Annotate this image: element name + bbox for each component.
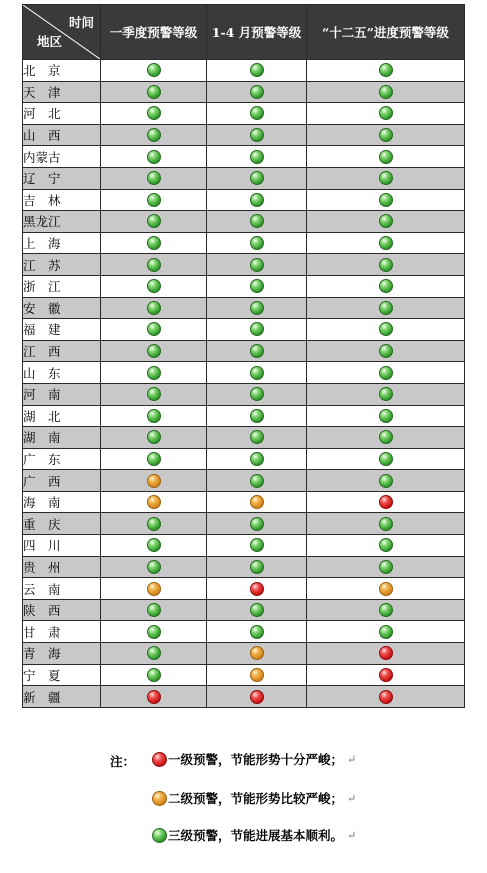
green-warning-icon: [250, 344, 264, 358]
level-cell: [307, 383, 465, 405]
level-cell: [101, 103, 207, 125]
legend-text-level-3: 三级预警，节能进展基本顺利。: [168, 828, 344, 843]
table-row: [23, 664, 465, 686]
green-warning-icon: [250, 452, 264, 466]
table-row: [23, 103, 465, 125]
level-cell: [207, 513, 307, 535]
green-warning-icon: [147, 517, 161, 531]
level-cell: [307, 297, 465, 319]
region-cell: 吉 林: [23, 189, 101, 211]
warning-level-table: [22, 4, 465, 708]
green-warning-icon: [250, 538, 264, 552]
level-cell: [207, 103, 307, 125]
level-cell: [307, 167, 465, 189]
corner-header-cell: [23, 5, 101, 60]
green-warning-icon: [379, 603, 393, 617]
green-warning-icon: [379, 171, 393, 185]
legend-text-level-2: 二级预警，节能形势比较严峻；: [168, 791, 344, 806]
level-cell: [207, 643, 307, 665]
orange-warning-icon: [250, 495, 264, 509]
region-cell: 河 南: [23, 383, 101, 405]
green-warning-icon: [147, 171, 161, 185]
level-cell: [101, 383, 207, 405]
green-warning-icon: [147, 538, 161, 552]
level-cell: [307, 599, 465, 621]
level-cell: [101, 513, 207, 535]
level-cell: [101, 254, 207, 276]
legend-item-level-3: [152, 826, 356, 844]
table-row: [23, 254, 465, 276]
region-cell: 浙 江: [23, 275, 101, 297]
level-cell: [307, 60, 465, 82]
green-warning-icon: [379, 366, 393, 380]
green-warning-icon: [250, 279, 264, 293]
level-cell: [207, 383, 307, 405]
table-body: [23, 60, 465, 708]
region-cell: 重 庆: [23, 513, 101, 535]
level-cell: [101, 621, 207, 643]
green-warning-icon: [250, 560, 264, 574]
col-header-12th-five-year: “十二五”进度预警等级: [307, 5, 465, 60]
level-cell: [207, 535, 307, 557]
level-cell: [307, 189, 465, 211]
green-warning-icon: [250, 430, 264, 444]
level-cell: [101, 124, 207, 146]
level-cell: [207, 448, 307, 470]
level-cell: [307, 124, 465, 146]
region-cell: 海 南: [23, 491, 101, 513]
green-warning-icon: [147, 128, 161, 142]
region-cell: 天 津: [23, 81, 101, 103]
green-warning-icon: [379, 387, 393, 401]
orange-warning-icon: [147, 474, 161, 488]
paragraph-mark: ↵: [347, 791, 357, 805]
level-cell: [101, 297, 207, 319]
legend-text-level-1: 一级预警，节能形势十分严峻；: [168, 752, 344, 767]
level-cell: [307, 556, 465, 578]
green-warning-icon: [379, 236, 393, 250]
green-warning-icon: [250, 106, 264, 120]
green-warning-icon: [250, 474, 264, 488]
level-cell: [101, 491, 207, 513]
level-cell: [207, 189, 307, 211]
table-row: [23, 383, 465, 405]
green-warning-icon: [147, 322, 161, 336]
region-cell: 四 川: [23, 535, 101, 557]
green-warning-icon: [147, 366, 161, 380]
region-cell: 北 京: [23, 60, 101, 82]
region-cell: 湖 北: [23, 405, 101, 427]
level-cell: [307, 643, 465, 665]
level-cell: [207, 470, 307, 492]
red-warning-icon: [379, 668, 393, 682]
level-cell: [307, 686, 465, 708]
level-cell: [101, 211, 207, 233]
legend-item-level-1: [152, 750, 356, 768]
level-cell: [101, 362, 207, 384]
level-cell: [307, 664, 465, 686]
level-cell: [207, 167, 307, 189]
green-warning-icon: [147, 430, 161, 444]
level-cell: [207, 362, 307, 384]
green-warning-icon: [250, 322, 264, 336]
region-cell: 广 东: [23, 448, 101, 470]
green-warning-icon: [147, 63, 161, 77]
level-cell: [307, 81, 465, 103]
level-cell: [207, 664, 307, 686]
region-cell: 上 海: [23, 232, 101, 254]
level-cell: [207, 578, 307, 600]
green-warning-icon: [250, 193, 264, 207]
green-warning-icon: [147, 258, 161, 272]
level-cell: [101, 275, 207, 297]
table-row: [23, 167, 465, 189]
level-cell: [307, 254, 465, 276]
table-row: [23, 211, 465, 233]
green-warning-icon: [147, 193, 161, 207]
green-warning-icon: [147, 646, 161, 660]
region-cell: 云 南: [23, 578, 101, 600]
table-row: [23, 189, 465, 211]
table-row: [23, 491, 465, 513]
green-warning-icon: [250, 625, 264, 639]
level-cell: [101, 427, 207, 449]
legend-item-level-2: [152, 789, 356, 807]
green-warning-icon: [147, 236, 161, 250]
table-row: [23, 643, 465, 665]
region-cell: 安 徽: [23, 297, 101, 319]
region-cell: 湖 南: [23, 427, 101, 449]
region-cell: 广 西: [23, 470, 101, 492]
green-warning-icon: [250, 128, 264, 142]
green-warning-icon: [250, 150, 264, 164]
red-warning-icon: [250, 582, 264, 596]
green-warning-icon: [379, 150, 393, 164]
green-warning-icon: [379, 128, 393, 142]
col-header-q1: 一季度预警等级: [101, 5, 207, 60]
region-cell: 福 建: [23, 319, 101, 341]
orange-warning-icon: [250, 668, 264, 682]
green-warning-icon: [379, 344, 393, 358]
table-row: [23, 319, 465, 341]
green-warning-icon: [147, 603, 161, 617]
level-cell: [207, 232, 307, 254]
green-warning-icon: [379, 63, 393, 77]
level-cell: [101, 535, 207, 557]
table-row: [23, 448, 465, 470]
red-warning-icon: [379, 495, 393, 509]
green-warning-icon: [147, 85, 161, 99]
paragraph-mark: ↵: [347, 752, 357, 766]
region-cell: 江 西: [23, 340, 101, 362]
orange-warning-icon: [147, 495, 161, 509]
green-warning-icon: [250, 409, 264, 423]
green-warning-icon: [250, 63, 264, 77]
level-cell: [101, 81, 207, 103]
green-warning-icon: [147, 344, 161, 358]
green-warning-icon: [379, 258, 393, 272]
level-cell: [307, 470, 465, 492]
col-header-jan-apr: 1-4 月预警等级: [207, 5, 307, 60]
green-warning-icon: [147, 409, 161, 423]
level-cell: [101, 60, 207, 82]
region-cell: 青 海: [23, 643, 101, 665]
green-warning-icon: [250, 301, 264, 315]
level-cell: [307, 211, 465, 233]
region-cell: 山 西: [23, 124, 101, 146]
note-label: 注：: [110, 754, 136, 769]
level-cell: [101, 340, 207, 362]
level-cell: [307, 362, 465, 384]
green-warning-icon: [147, 214, 161, 228]
level-cell: [207, 686, 307, 708]
level-cell: [207, 340, 307, 362]
level-cell: [307, 146, 465, 168]
green-warning-icon: [379, 409, 393, 423]
level-cell: [101, 167, 207, 189]
orange-warning-icon: [379, 582, 393, 596]
red-warning-icon: [250, 690, 264, 704]
green-warning-icon: [379, 517, 393, 531]
level-cell: [101, 405, 207, 427]
green-warning-icon: [152, 828, 167, 843]
green-warning-icon: [379, 301, 393, 315]
green-warning-icon: [147, 301, 161, 315]
table-row: [23, 470, 465, 492]
level-cell: [307, 427, 465, 449]
green-warning-icon: [250, 603, 264, 617]
table-row: [23, 578, 465, 600]
green-warning-icon: [250, 214, 264, 228]
region-cell: 贵 州: [23, 556, 101, 578]
green-warning-icon: [147, 150, 161, 164]
level-cell: [101, 232, 207, 254]
table-row: [23, 297, 465, 319]
green-warning-icon: [147, 625, 161, 639]
level-cell: [207, 599, 307, 621]
level-cell: [307, 535, 465, 557]
level-cell: [207, 146, 307, 168]
level-cell: [207, 405, 307, 427]
level-cell: [101, 146, 207, 168]
table-header-row: [23, 5, 465, 60]
green-warning-icon: [147, 279, 161, 293]
table-row: [23, 124, 465, 146]
green-warning-icon: [379, 625, 393, 639]
table-row: [23, 621, 465, 643]
table-row: [23, 405, 465, 427]
corner-region-label: 地区: [37, 34, 63, 49]
green-warning-icon: [250, 85, 264, 99]
level-cell: [101, 470, 207, 492]
green-warning-icon: [379, 560, 393, 574]
green-warning-icon: [147, 387, 161, 401]
region-cell: 辽 宁: [23, 167, 101, 189]
orange-warning-icon: [147, 582, 161, 596]
level-cell: [307, 621, 465, 643]
level-cell: [101, 686, 207, 708]
red-warning-icon: [379, 690, 393, 704]
level-cell: [307, 578, 465, 600]
table-row: [23, 513, 465, 535]
region-cell: 内蒙古: [23, 146, 101, 168]
level-cell: [101, 599, 207, 621]
level-cell: [101, 556, 207, 578]
table-row: [23, 535, 465, 557]
table-row: [23, 275, 465, 297]
orange-warning-icon: [152, 791, 167, 806]
level-cell: [101, 448, 207, 470]
level-cell: [307, 319, 465, 341]
level-cell: [307, 448, 465, 470]
corner-time-label: 时间: [68, 15, 94, 30]
level-cell: [101, 578, 207, 600]
green-warning-icon: [147, 452, 161, 466]
red-warning-icon: [379, 646, 393, 660]
red-warning-icon: [152, 752, 167, 767]
level-cell: [207, 124, 307, 146]
region-cell: 新 疆: [23, 686, 101, 708]
table-row: [23, 427, 465, 449]
level-cell: [307, 340, 465, 362]
level-cell: [207, 621, 307, 643]
level-cell: [307, 103, 465, 125]
green-warning-icon: [147, 668, 161, 682]
green-warning-icon: [379, 452, 393, 466]
level-cell: [207, 211, 307, 233]
green-warning-icon: [379, 279, 393, 293]
region-cell: 黑龙江: [23, 211, 101, 233]
red-warning-icon: [147, 690, 161, 704]
region-cell: 山 东: [23, 362, 101, 384]
table-row: [23, 362, 465, 384]
level-cell: [207, 427, 307, 449]
region-cell: 陕 西: [23, 599, 101, 621]
region-cell: 江 苏: [23, 254, 101, 276]
level-cell: [207, 491, 307, 513]
green-warning-icon: [379, 538, 393, 552]
green-warning-icon: [147, 560, 161, 574]
green-warning-icon: [379, 474, 393, 488]
level-cell: [307, 232, 465, 254]
level-cell: [207, 60, 307, 82]
level-cell: [207, 319, 307, 341]
level-cell: [101, 319, 207, 341]
level-cell: [207, 556, 307, 578]
table-row: [23, 232, 465, 254]
level-cell: [307, 491, 465, 513]
region-cell: 宁 夏: [23, 664, 101, 686]
level-cell: [307, 513, 465, 535]
green-warning-icon: [379, 85, 393, 99]
green-warning-icon: [250, 258, 264, 272]
table-row: [23, 686, 465, 708]
green-warning-icon: [379, 430, 393, 444]
region-cell: 甘 肃: [23, 621, 101, 643]
green-warning-icon: [250, 171, 264, 185]
level-cell: [207, 297, 307, 319]
level-cell: [101, 664, 207, 686]
region-cell: 河 北: [23, 103, 101, 125]
table-row: [23, 340, 465, 362]
table-row: [23, 599, 465, 621]
orange-warning-icon: [250, 646, 264, 660]
level-cell: [307, 275, 465, 297]
level-cell: [101, 189, 207, 211]
level-cell: [307, 405, 465, 427]
table-row: [23, 146, 465, 168]
green-warning-icon: [250, 517, 264, 531]
level-cell: [101, 643, 207, 665]
green-warning-icon: [379, 214, 393, 228]
green-warning-icon: [147, 106, 161, 120]
table-row: [23, 60, 465, 82]
table-row: [23, 81, 465, 103]
green-warning-icon: [250, 236, 264, 250]
level-cell: [207, 254, 307, 276]
table-row: [23, 556, 465, 578]
level-cell: [207, 81, 307, 103]
level-cell: [207, 275, 307, 297]
green-warning-icon: [379, 193, 393, 207]
green-warning-icon: [379, 106, 393, 120]
paragraph-mark: ↵: [347, 828, 357, 842]
green-warning-icon: [250, 387, 264, 401]
green-warning-icon: [379, 322, 393, 336]
green-warning-icon: [250, 366, 264, 380]
